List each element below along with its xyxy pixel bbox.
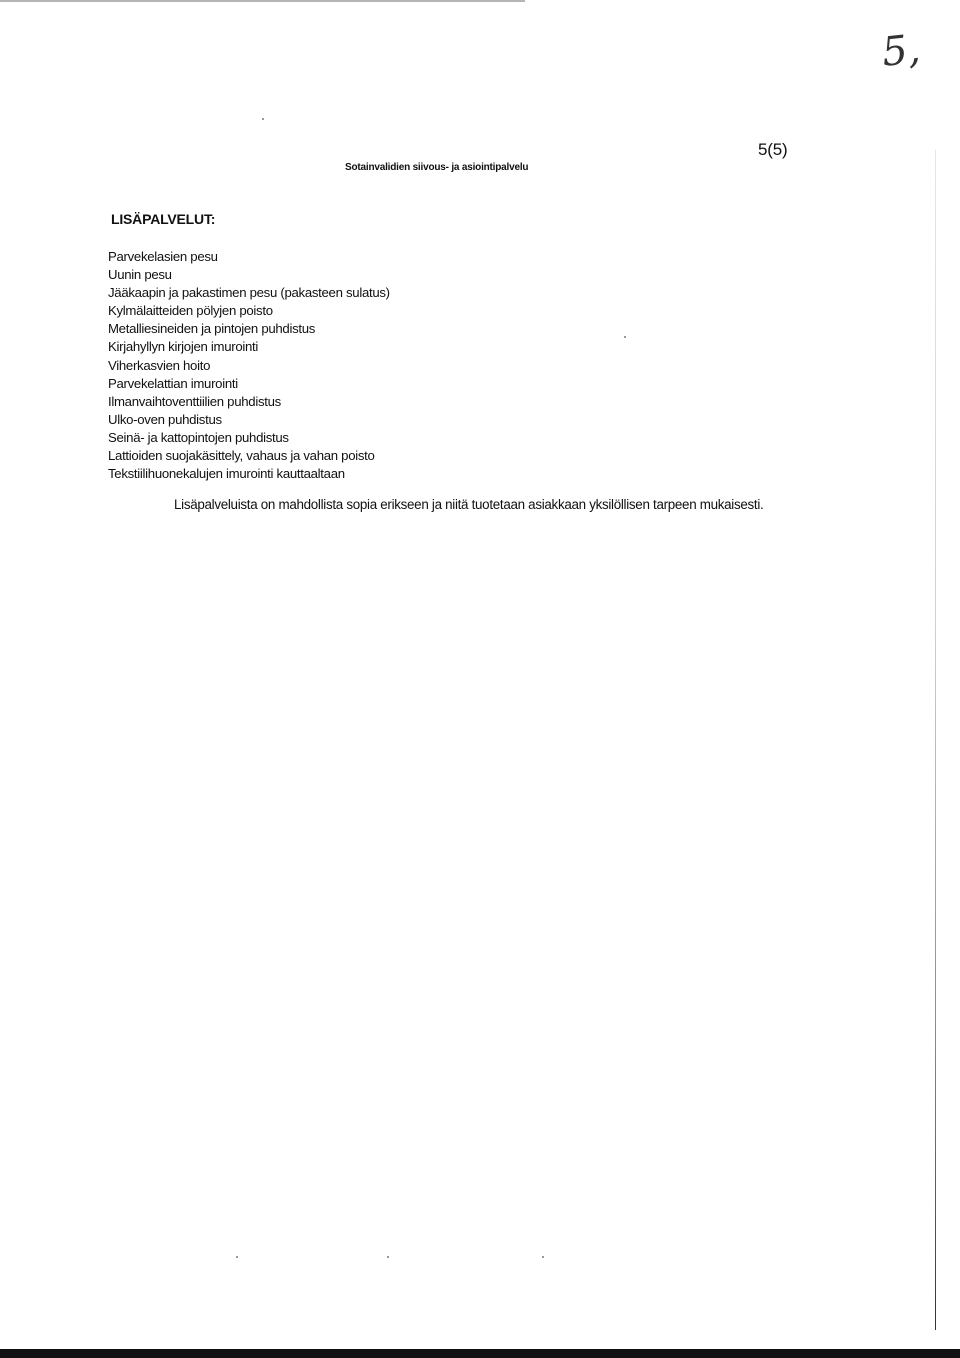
page-number: 5(5)	[758, 140, 788, 159]
scan-speck	[542, 1256, 544, 1258]
services-note: Lisäpalveluista on mahdollista sopia erikseen ja niitä tuotetaan asiakkaan yksilöllisen tarpeen mukaisesti.	[174, 497, 764, 512]
list-item: Parvekelasien pesu	[108, 249, 218, 264]
list-item: Parvekelattian imurointi	[108, 375, 238, 391]
scan-top-rule	[0, 0, 525, 2]
list-item: Uunin pesu	[108, 267, 172, 283]
section-heading: LISÄPALVELUT:	[111, 211, 216, 227]
list-item: Viherkasvien hoito	[108, 357, 211, 373]
additional-services-list	[108, 248, 390, 483]
list-item: Kirjahyllyn kirjojen imurointi	[108, 339, 259, 355]
scan-speck	[624, 336, 626, 338]
scan-speck	[387, 1256, 389, 1258]
document-header: Sotainvalidien siivous- ja asiointipalvelu	[345, 162, 529, 173]
list-item: Jääkaapin ja pakastimen pesu (pakasteen sulatus)	[108, 285, 390, 301]
handwritten-annotation: 5,	[879, 26, 923, 76]
list-item: Seinä- ja kattopintojen puhdistus	[108, 429, 289, 445]
list-item: Metalliesineiden ja pintojen puhdistus	[108, 321, 316, 337]
list-item: Ilmanvaihtoventtiilien puhdistus	[108, 393, 281, 409]
scan-right-edge	[935, 150, 936, 1330]
list-item: Lattioiden suojakäsittely, vahaus ja vahan poisto	[108, 448, 375, 464]
scan-speck	[262, 118, 264, 120]
scan-speck	[236, 1256, 238, 1258]
scan-bottom-rule	[0, 1349, 960, 1358]
list-item: Ulko-oven puhdistus	[108, 411, 222, 427]
list-item: Kylmälaitteiden pölyjen poisto	[108, 303, 273, 319]
list-item: Tekstiilihuonekalujen imurointi kauttaaltaan	[108, 466, 345, 482]
